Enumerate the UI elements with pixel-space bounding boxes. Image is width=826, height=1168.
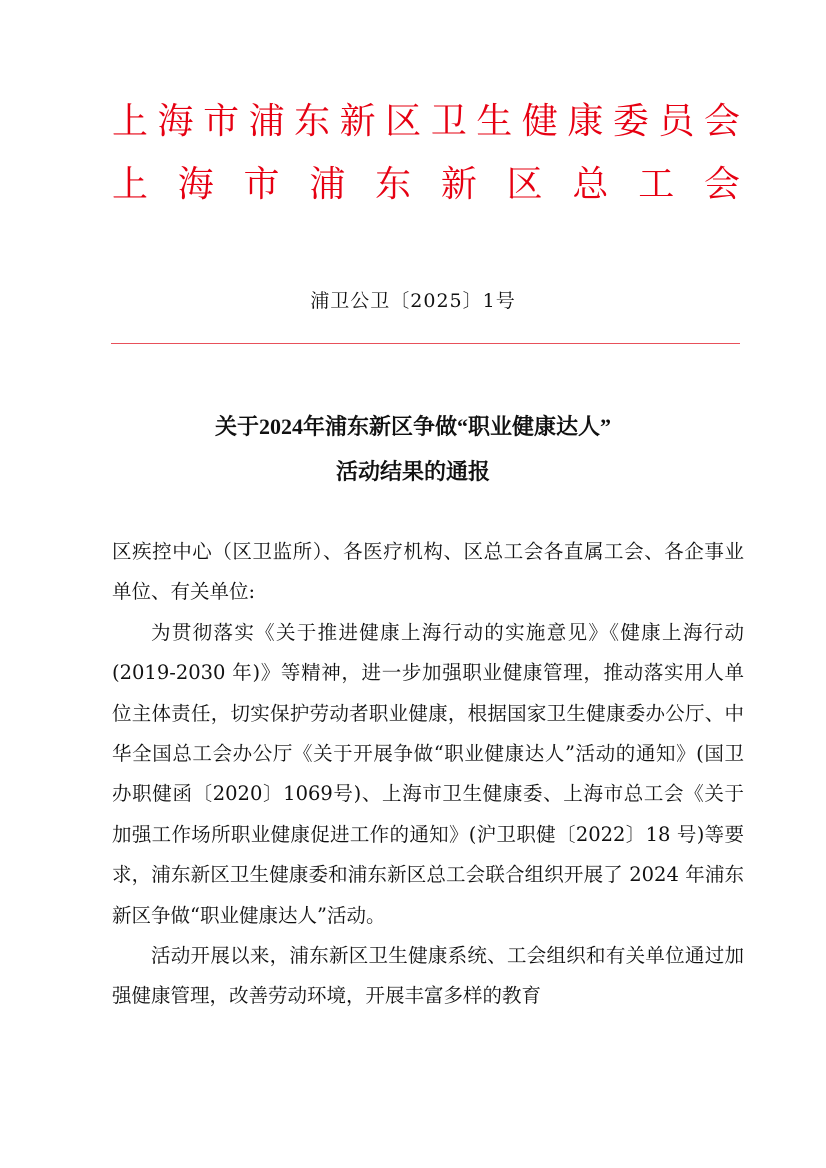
document-title-line-2: 活动结果的通报 bbox=[335, 459, 490, 484]
header-divider bbox=[111, 343, 740, 344]
addressee: 区疾控中心（区卫监所）、各医疗机构、区总工会各直属工会、各企事业单位、有关单位: bbox=[112, 540, 744, 604]
document-body bbox=[112, 532, 744, 1017]
body-paragraph-2: 活动开展以来，浦东新区卫生健康系统、工会组织和有关单位通过加强健康管理，改善劳动环境，开展丰富多样的教育 bbox=[112, 944, 744, 1008]
document-title-line-1: 关于2024年浦东新区争做“职业健康达人” bbox=[214, 414, 611, 439]
body-paragraph-1: 为贯彻落实《关于推进健康上海行动的实施意见》《健康上海行动(2019-2030 年)》等精神，进一步加强职业健康管理，推动落实用人单位主体责任，切实保护劳动者职业健康，根据国家卫生健康委办公厅、中华全国总工会办公厅《关于开展争做“职业健康达人”活动的通知》(国卫办职健函〔2020〕1069号)、上海市卫生健康委、上海市总工会《关于加强工作场所职业健康促进工作的通知》(沪卫职健〔2022〕18 号)等要求，浦东新区卫生健康委和浦东新区总工会联合组织开展了 2024 年浦东新区争做“职业健康达人”活动。 bbox=[112, 620, 744, 927]
document-number: 浦卫公卫〔2025〕1号 bbox=[310, 290, 516, 312]
issuing-authority-health-commission: 上海市浦东新区卫生健康委员会 bbox=[112, 101, 740, 142]
issuing-authority-trade-union: 上海市浦东新区总工会 bbox=[112, 164, 740, 205]
